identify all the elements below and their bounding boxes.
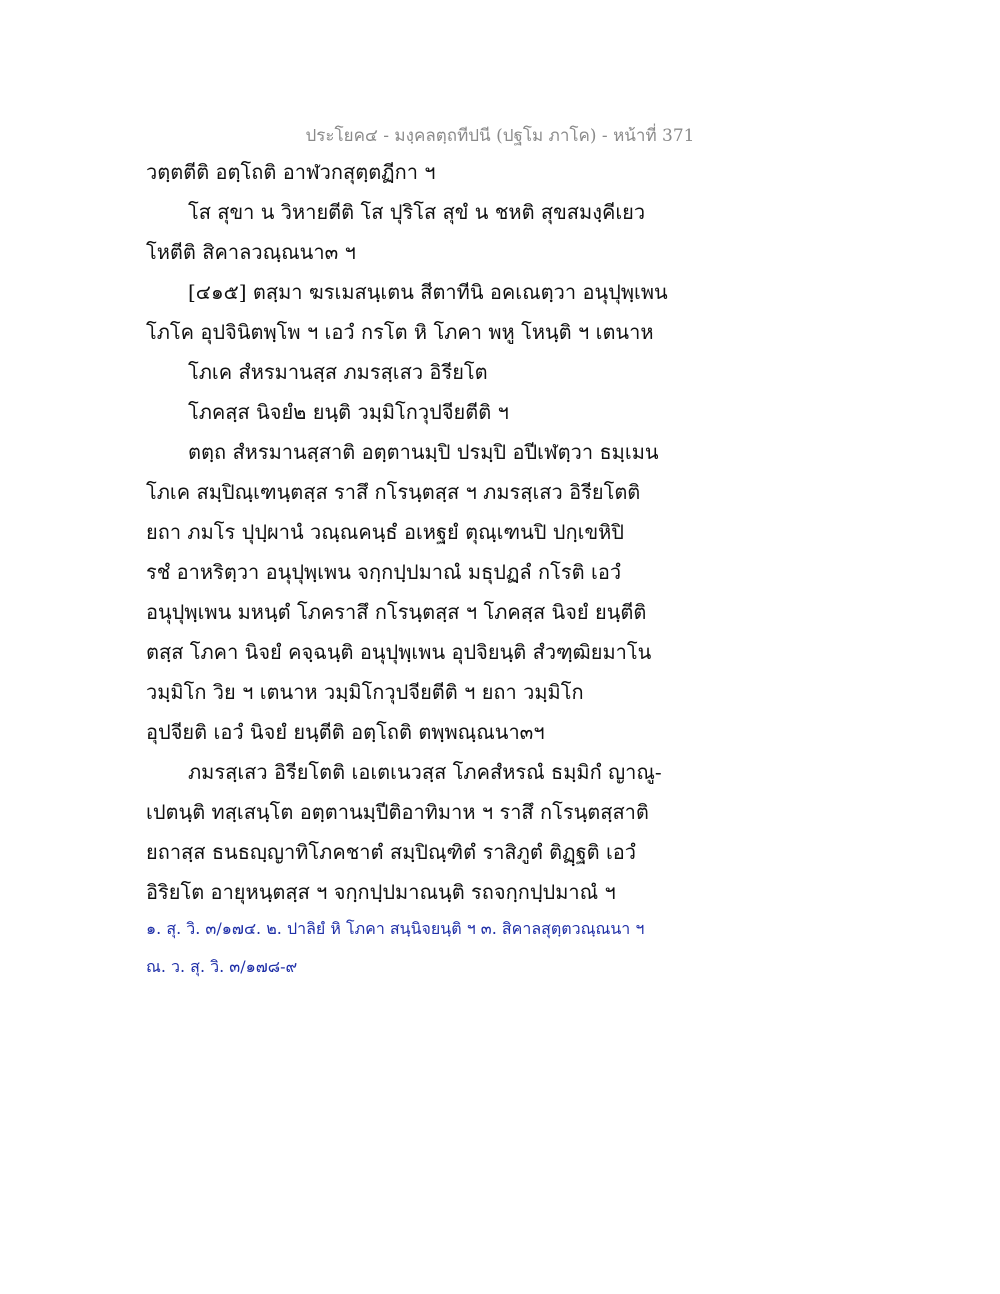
body-line: อิริยโต อายุหนฺตสฺส ฯ จกฺกปฺปมาณนฺติ รถจกฺกปฺปมาณํ ฯ — [146, 880, 616, 904]
body-line: เปตนฺติ ทสฺเสนฺโต อตฺตานมฺปีติอาทิมาห ฯ ราสึ กโรนฺตสฺสาติ — [146, 800, 649, 824]
body-line: ภมรสฺเสว อิรียโตติ เอเตเนวสฺส โภคสํหรณํ ธมฺมิกํ ญาณู- — [188, 760, 662, 784]
footnotes — [146, 910, 706, 986]
body-line: ตสฺส โภคา นิจยํ คจฺฉนฺติ อนุปุพฺเพน อุปจิยนฺติ สํวฑฺฒิยมาโน — [146, 640, 652, 664]
body-line: โภโค อุปจินิตพฺโพ ฯ เอวํ กรโต หิ โภคา พหู โหนฺติ ฯ เตนาห — [146, 320, 654, 344]
body-line: โภเค สมฺปิณฺเฑนฺตสฺส ราสึ กโรนฺตสฺส ฯ ภมรสฺเสว อิรียโตติ — [146, 480, 641, 504]
running-header: ประโยค๔ - มงฺคลตฺถทีปนี (ปฐโม ภาโค) - หน้าที่ 371 — [305, 126, 695, 146]
body-line: โส สุขา น วิหายตีติ โส ปุริโส สุขํ น ชหติ สุขสมงฺคีเยว — [188, 200, 646, 224]
body-line: ยถาสฺส ธนธญฺญาทิโภคชาตํ สมฺปิณฺฑิตํ ราสิภูตํ ติฏฺฐติ เอวํ — [146, 840, 637, 864]
body-line: อุปจียติ เอวํ นิจยํ ยนฺตีติ อตฺโถติ ตพฺพณฺณนา๓ฯ — [146, 720, 545, 744]
body-line: ยถา ภมโร ปุปฺผานํ วณฺณคนฺธํ อเหฐยํ ตุณฺเฑนปิ ปกฺเขหิปิ — [146, 520, 624, 544]
body-line: ตตฺถ สํหรมานสฺสาติ อตฺตานมฺปิ ปรมฺปิ อปีเฬตฺวา ธมฺเมน — [188, 440, 659, 464]
verse-line: โภเค สํหรมานสฺส ภมรสฺเสว อิรียโต — [188, 360, 488, 384]
body-line: วมฺมิโก วิย ฯ เตนาห วมฺมิโกวุปจียตีติ ฯ ยถา วมฺมิโก — [146, 680, 584, 704]
body-line: โหตีติ สิคาลวณฺณนา๓ ฯ — [146, 240, 356, 264]
body-line: วตฺตตีติ อตฺโถติ อาฬวกสุตฺตฏีกา ฯ — [146, 160, 436, 184]
verse-line: โภคสฺส นิจยํ๒ ยนฺติ วมฺมิโกวุปจียตีติ ฯ — [188, 400, 509, 424]
body-text — [146, 152, 686, 912]
body-line: อนุปุพฺเพน มหนฺตํ โภคราสึ กโรนฺตสฺส ฯ โภคสฺส นิจยํ ยนฺตีติ — [146, 600, 647, 624]
footnote-line: ๑. สุ. วิ. ๓/๑๗๔. ๒. ปาลิยํ หิ โภคา สนฺนิจยนฺติ ฯ ๓. สิคาลสุตฺตวณฺณนา ฯ — [146, 919, 645, 938]
body-line: รชํ อาหริตฺวา อนุปุพฺเพน จกฺกปฺปมาณํ มธุปฏลํ กโรติ เอวํ — [146, 560, 622, 584]
footnote-line: ณ. ว. สุ. วิ. ๓/๑๗๘-๙ — [146, 957, 298, 976]
body-line: [๔๑๕] ตสฺมา ฆรเมสนฺเตน สีตาทีนิ อคเณตฺวา อนุปุพฺเพน — [188, 280, 668, 304]
